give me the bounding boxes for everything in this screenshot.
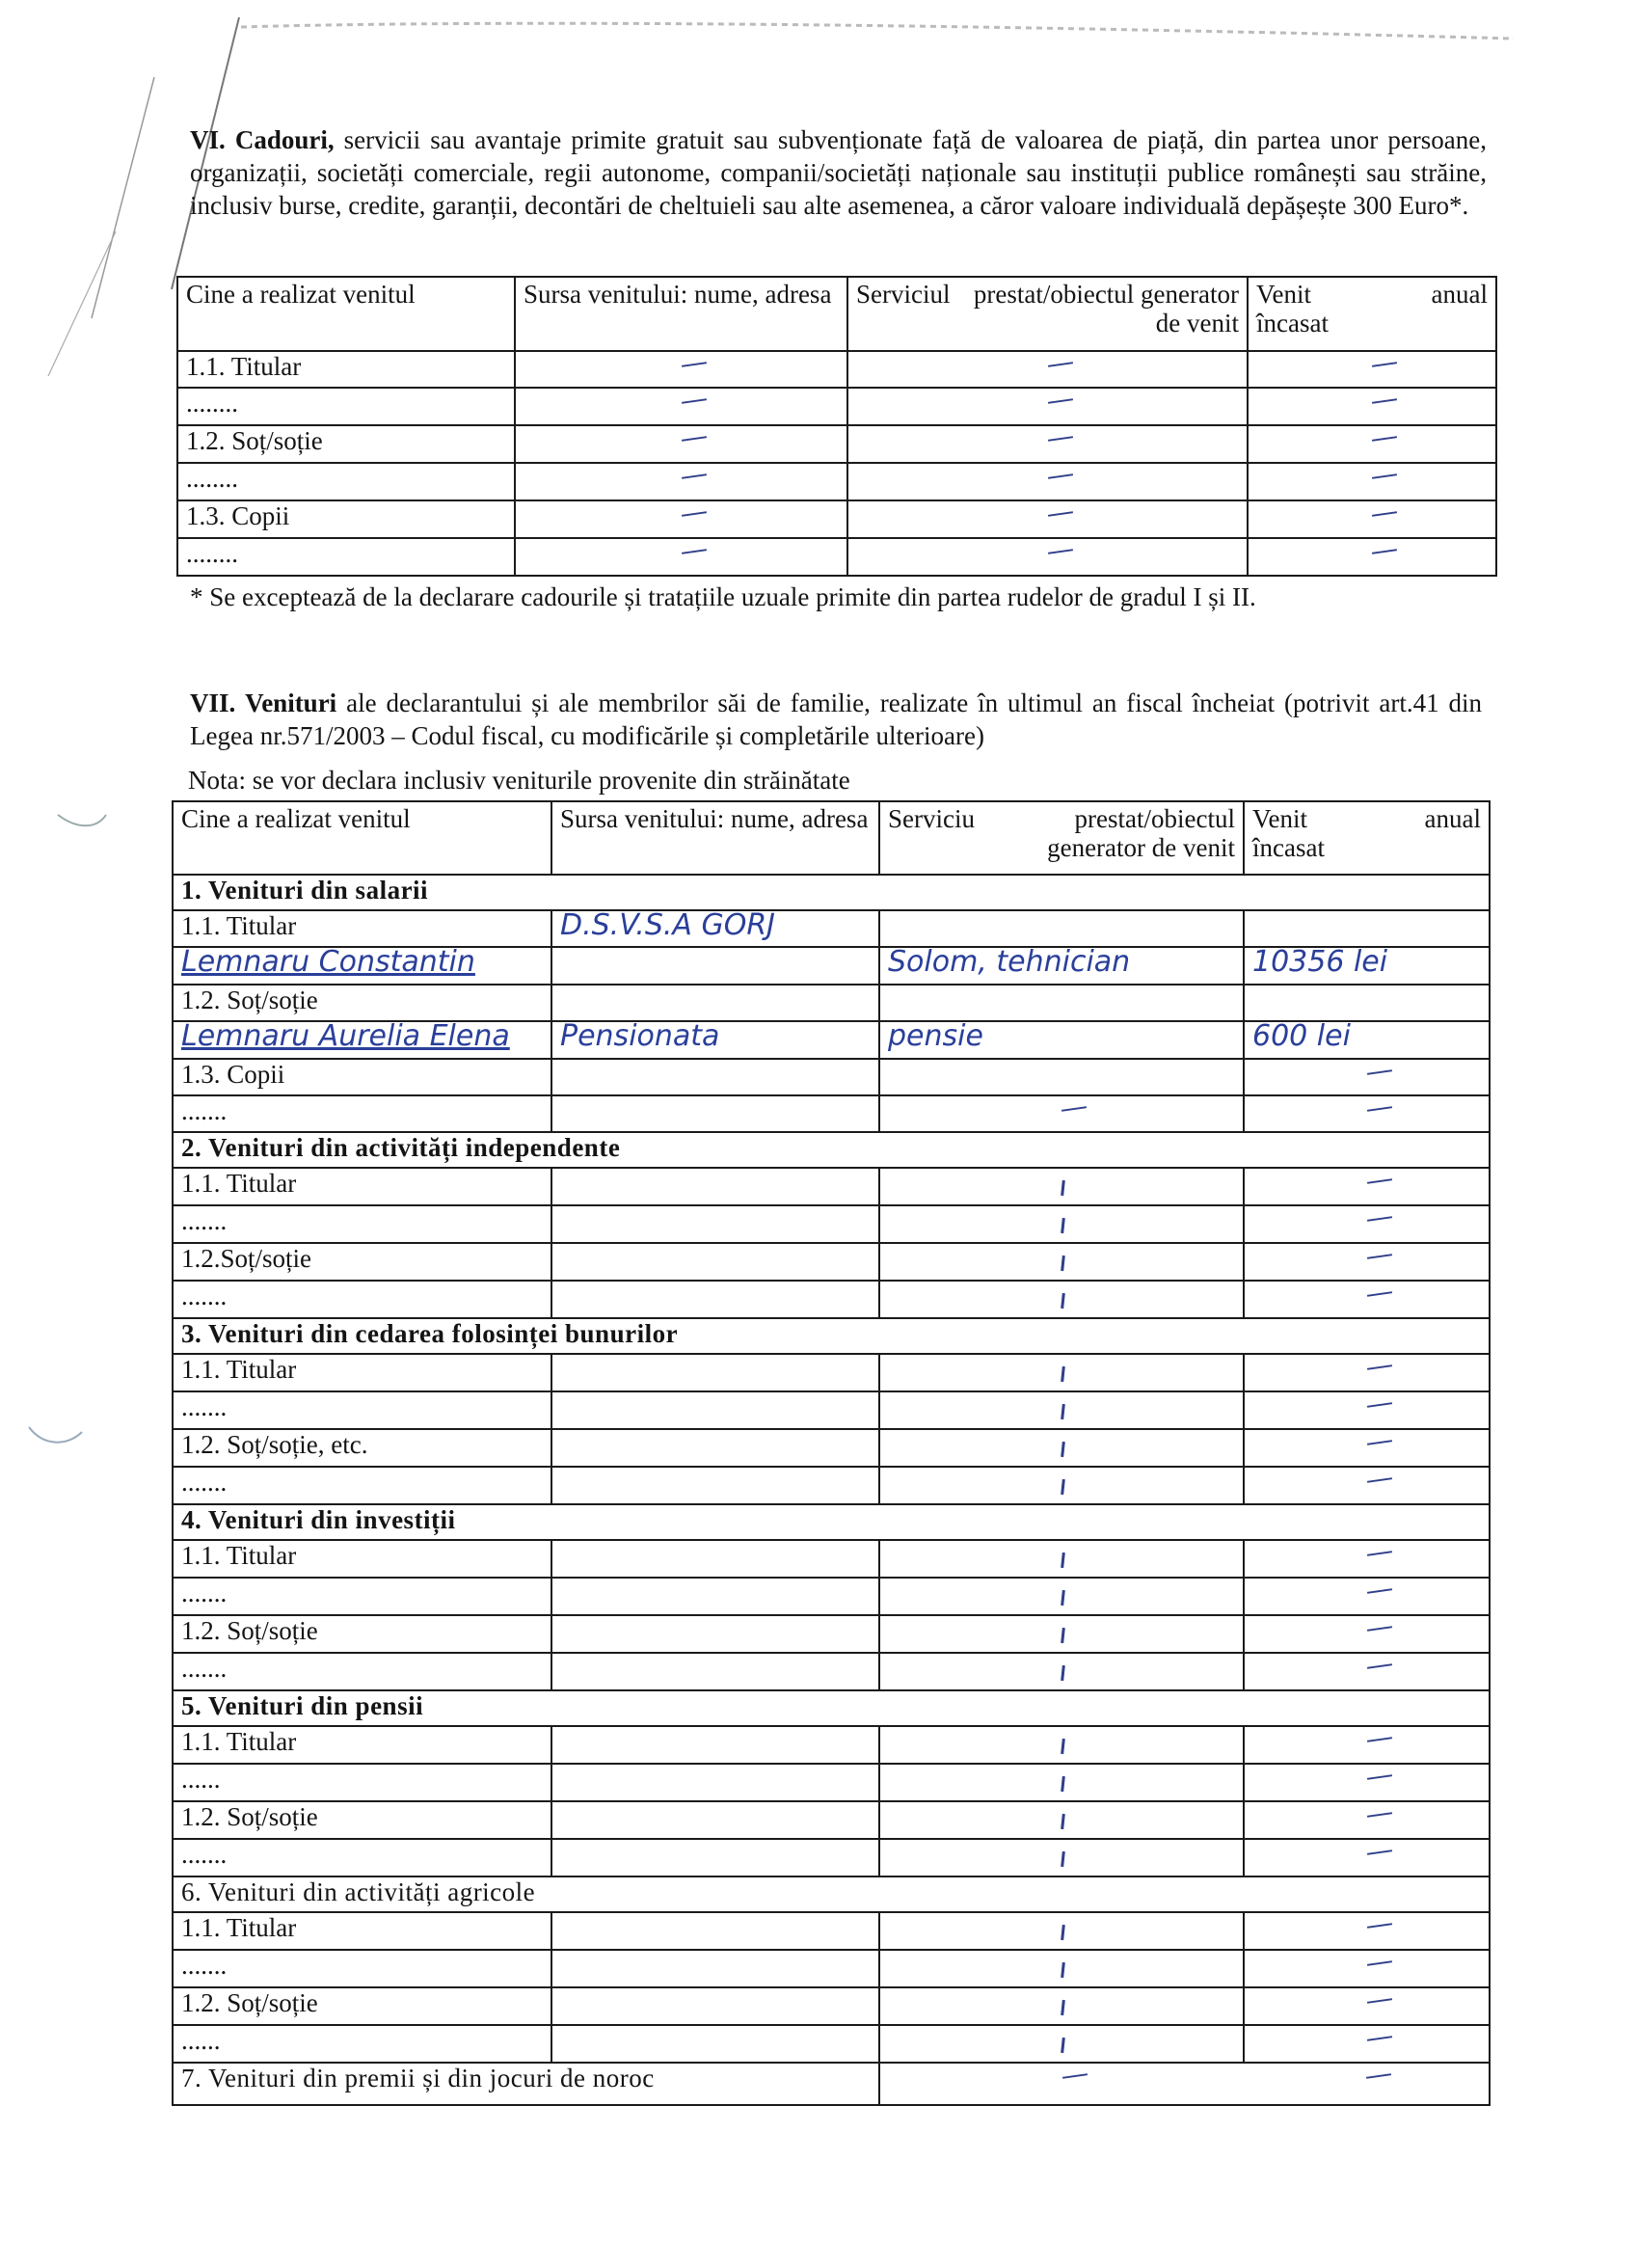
- empty-dash: [1061, 1180, 1065, 1196]
- row-label: ........: [177, 538, 515, 576]
- gifts-row: [177, 425, 1496, 463]
- category-investments: 4. Venituri din investiții: [173, 1504, 1490, 1540]
- section-vi-number: VI.: [190, 125, 226, 154]
- empty-dash: [1366, 1626, 1391, 1632]
- empty-dash: [1372, 436, 1397, 442]
- table-row: [173, 1205, 1490, 1243]
- empty-dash: [1061, 1925, 1065, 1940]
- table-row: [173, 1059, 1490, 1095]
- category-prizes: 7. Venituri din premii și din jocuri de noroc: [173, 2063, 879, 2105]
- empty-dash: [1047, 473, 1072, 479]
- header-who: Cine a realizat venitul: [173, 801, 551, 875]
- table-row: [173, 1764, 1490, 1801]
- header-income-a: Venit: [1252, 804, 1307, 833]
- gifts-row: [177, 538, 1496, 576]
- empty-dash: [1366, 1737, 1391, 1742]
- empty-dash: [1061, 1962, 1065, 1978]
- empty-dash: [1047, 511, 1072, 517]
- row-label: .......: [173, 1467, 551, 1504]
- table-row: [173, 1912, 1490, 1950]
- empty-dash: [1061, 2000, 1065, 2015]
- empty-dash: [1366, 1364, 1391, 1370]
- empty-dash: [1366, 1477, 1391, 1483]
- row-label: 1.2. Soț/soție: [173, 1801, 551, 1839]
- gifts-row: [177, 351, 1496, 388]
- category-independent: 2. Venituri din activități independente: [173, 1132, 1490, 1168]
- row-label: .......: [173, 1839, 551, 1876]
- header-income-c: încasat: [1252, 833, 1325, 862]
- header-income-b: anual: [1431, 280, 1488, 309]
- empty-dash: [681, 549, 706, 554]
- header-service-b: prestat/obiectul generator de venit: [973, 280, 1239, 338]
- empty-dash: [1366, 1178, 1391, 1184]
- empty-dash: [1372, 473, 1397, 479]
- empty-dash: [1366, 2073, 1391, 2079]
- category-row: [173, 875, 1490, 910]
- empty-dash: [1061, 1366, 1065, 1382]
- empty-dash: [1366, 1998, 1391, 2004]
- row-label: ........: [177, 463, 515, 500]
- row-label: ......: [173, 2025, 551, 2063]
- section-vi-body: servicii sau avantaje primite gratuit sau subvenționate față de valoarea de piață, din partea unor persoane, organizații, societăți comerciale, regii autonome, companii/societăți naționale sau instituții publice românești sau străine, inclusiv burse, credite, garanții, decontări de cheltuieli sau alte asemenea, a căror valoare individuală depășește 300 Euro*.: [190, 125, 1488, 220]
- category-property-use: 3. Venituri din cedarea folosinței bunurilor: [173, 1318, 1490, 1354]
- handwritten-source: D.S.V.S.A GORJ: [560, 910, 776, 942]
- row-label: 1.3. Copii: [173, 1059, 551, 1095]
- empty-dash: [681, 398, 706, 404]
- section-vii-heading: Venituri: [245, 688, 337, 717]
- row-label: 1.1. Titular: [173, 1912, 551, 1950]
- empty-dash: [1366, 1588, 1391, 1594]
- table-row: [173, 1095, 1490, 1132]
- section-vii-note: Nota: se vor declara inclusiv veniturile provenite din străinătate: [188, 766, 850, 795]
- header-income-b: anual: [1424, 804, 1481, 833]
- header-source: Sursa venitului: nume, adresa: [515, 277, 847, 351]
- header-service-b: prestat/obiectul generator de venit: [1047, 804, 1235, 862]
- category-agricultural: 6. Venituri din activități agricole: [173, 1876, 1490, 1912]
- row-label: 1.2. Soț/soție: [177, 425, 515, 463]
- category-row: [173, 1690, 1490, 1726]
- header-income: [1244, 801, 1490, 875]
- row-label: ......: [173, 1764, 551, 1801]
- row-label: 1.1. Titular: [173, 910, 551, 947]
- empty-dash: [1061, 1739, 1065, 1754]
- empty-dash: [1061, 1404, 1065, 1419]
- table-row: [173, 1168, 1490, 1205]
- handwritten-service: Solom, tehnician: [888, 947, 1131, 979]
- empty-dash: [1366, 1812, 1391, 1818]
- empty-dash: [1061, 1256, 1065, 1271]
- table-row: [173, 910, 1490, 947]
- header-service: [879, 801, 1244, 875]
- empty-dash: [1061, 1106, 1087, 1112]
- empty-dash: [1366, 2036, 1391, 2041]
- empty-dash: [1047, 362, 1072, 367]
- empty-dash: [1366, 1254, 1391, 1259]
- empty-dash: [1366, 1551, 1391, 1556]
- empty-dash: [681, 436, 706, 442]
- row-label: .......: [173, 1205, 551, 1243]
- header-service: [847, 277, 1248, 351]
- table-row: [173, 1243, 1490, 1281]
- table-row: [173, 985, 1490, 1021]
- income-table: [172, 800, 1491, 2106]
- empty-dash: [681, 473, 706, 479]
- header-income: [1248, 277, 1496, 351]
- row-label: 1.3. Copii: [177, 500, 515, 538]
- table-row: [173, 1354, 1490, 1391]
- row-label: .......: [173, 1578, 551, 1615]
- handwritten-service: pensie: [888, 1021, 983, 1053]
- row-label: 1.2.Soț/soție: [173, 1243, 551, 1281]
- row-label: .......: [173, 1653, 551, 1690]
- row-label: 1.2. Soț/soție: [173, 1615, 551, 1653]
- table-row: [173, 1839, 1490, 1876]
- table-row: [173, 1801, 1490, 1839]
- empty-dash: [1061, 1479, 1065, 1495]
- row-label: 1.1. Titular: [177, 351, 515, 388]
- empty-dash: [681, 362, 706, 367]
- empty-dash: [1061, 1293, 1065, 1309]
- empty-dash: [1366, 1850, 1391, 1855]
- handwritten-income: 600 lei: [1252, 1021, 1351, 1053]
- handwritten-income: 10356 lei: [1252, 947, 1388, 979]
- row-label: 1.2. Soț/soție: [173, 1987, 551, 2025]
- empty-dash: [1366, 1106, 1391, 1112]
- category-salaries: 1. Venituri din salarii: [173, 875, 1490, 910]
- header-income-c: încasat: [1256, 309, 1329, 338]
- empty-dash: [1061, 1442, 1065, 1457]
- category-row: [173, 2063, 1490, 2105]
- empty-dash: [1047, 549, 1072, 554]
- table-row: [173, 1726, 1490, 1764]
- table-row: [173, 1653, 1490, 1690]
- gifts-footnote: * Se exceptează de la declarare cadourile și tratațiile uzuale primite din partea rudelor de gradul I și II.: [190, 582, 1256, 611]
- empty-dash: [1061, 1814, 1065, 1829]
- empty-dash: [1366, 1663, 1391, 1669]
- header-source: Sursa venitului: nume, adresa: [551, 801, 879, 875]
- empty-dash: [1366, 1960, 1391, 1966]
- table-row: [173, 1429, 1490, 1467]
- empty-dash: [1047, 436, 1072, 442]
- handwritten-source: Pensionata: [560, 1021, 720, 1053]
- empty-dash: [681, 511, 706, 517]
- row-label: ........: [177, 388, 515, 425]
- table-row: [173, 1950, 1490, 1987]
- table-row: [173, 1615, 1490, 1653]
- income-header-row: [173, 801, 1490, 875]
- row-label: 1.1. Titular: [173, 1168, 551, 1205]
- gifts-table: [176, 276, 1497, 577]
- empty-dash: [1061, 1628, 1065, 1643]
- category-row: [173, 1318, 1490, 1354]
- table-row: [173, 1578, 1490, 1615]
- empty-dash: [1047, 398, 1072, 404]
- row-label: 1.1. Titular: [173, 1540, 551, 1578]
- empty-dash: [1372, 511, 1397, 517]
- empty-dash: [1366, 1069, 1391, 1075]
- row-label: 1.1. Titular: [173, 1726, 551, 1764]
- category-row: [173, 1132, 1490, 1168]
- table-row: [173, 947, 1490, 985]
- empty-dash: [1366, 1402, 1391, 1408]
- header-service-a: Serviciu: [888, 804, 975, 833]
- empty-dash: [1061, 2073, 1087, 2079]
- gifts-header-row: [177, 277, 1496, 351]
- category-pensions: 5. Venituri din pensii: [173, 1690, 1490, 1726]
- section-vi-intro: [190, 123, 1487, 222]
- empty-dash: [1366, 1774, 1391, 1780]
- section-vi-heading: Cadouri,: [234, 125, 335, 154]
- row-label: 1.1. Titular: [173, 1354, 551, 1391]
- empty-dash: [1372, 362, 1397, 367]
- gifts-row: [177, 463, 1496, 500]
- row-label: .......: [173, 1391, 551, 1429]
- empty-dash: [1061, 1552, 1065, 1568]
- category-row: [173, 1876, 1490, 1912]
- empty-dash: [1061, 1776, 1065, 1792]
- table-row: [173, 1987, 1490, 2025]
- header-who: Cine a realizat venitul: [177, 277, 515, 351]
- gifts-row: [177, 388, 1496, 425]
- gifts-row: [177, 500, 1496, 538]
- handwritten-name: Lemnaru Aurelia Elena: [181, 1021, 510, 1053]
- section-vii-body: ale declarantului și ale membrilor săi de familie, realizate în ultimul an fiscal încheiat (potrivit art.41 din Legea nr.571/2003 – Codul fiscal, cu modificările și completările ulterioare): [190, 688, 1483, 750]
- empty-dash: [1366, 1440, 1391, 1445]
- table-row: [173, 1540, 1490, 1578]
- section-vii-intro: [190, 687, 1482, 752]
- empty-dash: [1366, 1291, 1391, 1297]
- empty-dash: [1366, 1216, 1391, 1222]
- empty-dash: [1061, 1218, 1065, 1233]
- table-row: [173, 2025, 1490, 2063]
- header-service-a: Serviciul: [856, 280, 951, 309]
- section-vii-number: VII.: [190, 688, 236, 717]
- row-label: 1.2. Soț/soție, etc.: [173, 1429, 551, 1467]
- category-row: [173, 1504, 1490, 1540]
- row-label: .......: [173, 1095, 551, 1132]
- empty-dash: [1366, 1923, 1391, 1929]
- empty-dash: [1061, 1851, 1065, 1867]
- empty-dash: [1061, 1590, 1065, 1606]
- empty-dash: [1061, 2038, 1065, 2053]
- row-label: 1.2. Soț/soție: [173, 985, 551, 1021]
- row-label: .......: [173, 1950, 551, 1987]
- header-income-a: Venit: [1256, 280, 1311, 309]
- handwritten-name: Lemnaru Constantin: [181, 947, 475, 979]
- table-row: [173, 1281, 1490, 1318]
- table-row: [173, 1021, 1490, 1059]
- row-label: .......: [173, 1281, 551, 1318]
- empty-dash: [1372, 549, 1397, 554]
- empty-dash: [1372, 398, 1397, 404]
- table-row: [173, 1467, 1490, 1504]
- empty-dash: [1061, 1665, 1065, 1681]
- table-row: [173, 1391, 1490, 1429]
